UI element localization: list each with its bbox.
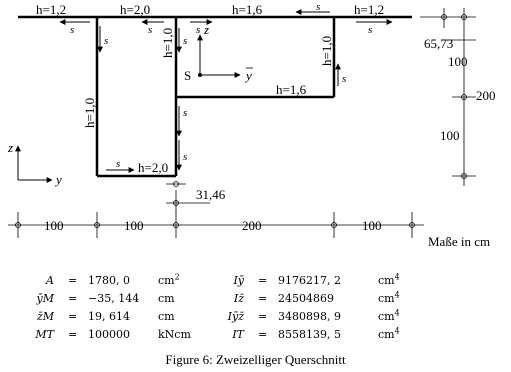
property-row: MT = 100000 kNcm	[18, 326, 238, 344]
property-value: −35, 144	[88, 292, 140, 305]
dim-bottom-100-3: 100	[362, 218, 382, 233]
centroid-axes	[200, 35, 240, 75]
global-axes	[18, 146, 52, 180]
thickness-inner-flange: h=1,6	[276, 82, 307, 97]
s-arrows	[60, 12, 392, 170]
thickness-mid-web: h=1,0	[160, 27, 175, 58]
property-value: 24504869	[278, 292, 334, 305]
thickness-top-cell: h=1,6	[232, 2, 263, 17]
s-label-7: s	[183, 35, 188, 47]
y-bar-label: y	[246, 68, 252, 83]
dim-100-a: 100	[448, 54, 468, 69]
s-label-3: s	[196, 24, 201, 36]
property-symbol: z̄M	[36, 310, 54, 323]
dimension-lines	[8, 8, 476, 238]
dim-31-46: 31,46	[196, 187, 226, 202]
property-row: ȳM = −35, 144 cm	[18, 290, 238, 308]
section-walls	[18, 17, 412, 176]
s-label-1: s	[70, 24, 75, 36]
property-unit: $cm^4$	[378, 272, 400, 287]
thickness-top-mid: h=2,0	[120, 2, 151, 17]
properties-left-column	[18, 272, 238, 344]
property-value: 3480898, 9	[278, 310, 341, 323]
dim-bottom-200: 200	[242, 218, 262, 233]
property-value: 100000	[88, 328, 130, 341]
properties-right-column	[208, 272, 468, 344]
s-label-8: s	[342, 73, 347, 85]
property-symbol: MT	[35, 328, 54, 341]
property-row: A = 1780, 0 $cm^2$	[18, 272, 238, 290]
property-symbol: Iȳ	[233, 274, 244, 287]
thickness-bottom-flange: h=2,0	[138, 160, 169, 175]
property-value: 19, 614	[88, 310, 130, 323]
centroid-label: S	[184, 68, 192, 83]
property-symbol: IT	[232, 328, 244, 341]
dim-65-73: 65,73	[424, 36, 454, 51]
property-value: 1780, 0	[88, 274, 130, 287]
thickness-left-web: h=1,0	[82, 97, 97, 128]
units-note: Maße in cm	[428, 234, 491, 249]
section-properties	[18, 272, 498, 342]
property-row: z̄M = 19, 614 cm	[18, 308, 238, 326]
centroid-point	[198, 73, 202, 77]
figure-caption: Figure 6: Zweizelliger Querschnitt	[165, 352, 346, 367]
property-unit: cm	[158, 292, 175, 305]
thickness-top-right: h=1,2	[354, 2, 385, 17]
property-unit: $cm^4$	[378, 290, 400, 305]
property-row: IT = 8558139, 5 $cm^4$	[208, 326, 468, 344]
property-symbol: Iz̄	[233, 292, 244, 305]
property-symbol: ȳM	[36, 292, 54, 305]
dim-bottom-100-1: 100	[44, 218, 64, 233]
property-row: Iz̄ = 24504869 $cm^4$	[208, 290, 468, 308]
dim-bottom-100-2: 100	[124, 218, 144, 233]
dim-100-b: 100	[440, 128, 460, 143]
property-row: Iȳ = 9176217, 2 $cm^4$	[208, 272, 468, 290]
property-row: Iȳz̄ = 3480898, 9 $cm^4$	[208, 308, 468, 326]
s-label-10: s	[183, 151, 188, 163]
thickness-right-web: h=1,0	[319, 35, 334, 66]
property-unit: $cm^4$	[378, 308, 400, 323]
s-label-11: s	[116, 158, 121, 170]
property-unit: kNcm	[158, 328, 191, 341]
property-value: 9176217, 2	[278, 274, 341, 287]
s-label-6: s	[104, 35, 109, 47]
y-axis-label: y	[56, 172, 62, 187]
dim-200: 200	[476, 88, 496, 103]
s-label-4: s	[316, 1, 321, 13]
z-axis-label: z	[8, 140, 14, 155]
property-unit: cm	[158, 310, 175, 323]
z-bar-label: z	[204, 22, 210, 37]
property-symbol: A	[46, 274, 54, 287]
property-unit: $cm^2$	[158, 272, 180, 287]
property-unit: $cm^4$	[378, 326, 400, 341]
s-label-5: s	[368, 24, 373, 36]
thickness-top-left: h=1,2	[36, 2, 67, 17]
property-value: 8558139, 5	[278, 328, 341, 341]
s-label-2: s	[148, 24, 153, 36]
property-symbol: Iȳz̄	[227, 310, 244, 323]
s-label-9: s	[183, 107, 188, 119]
